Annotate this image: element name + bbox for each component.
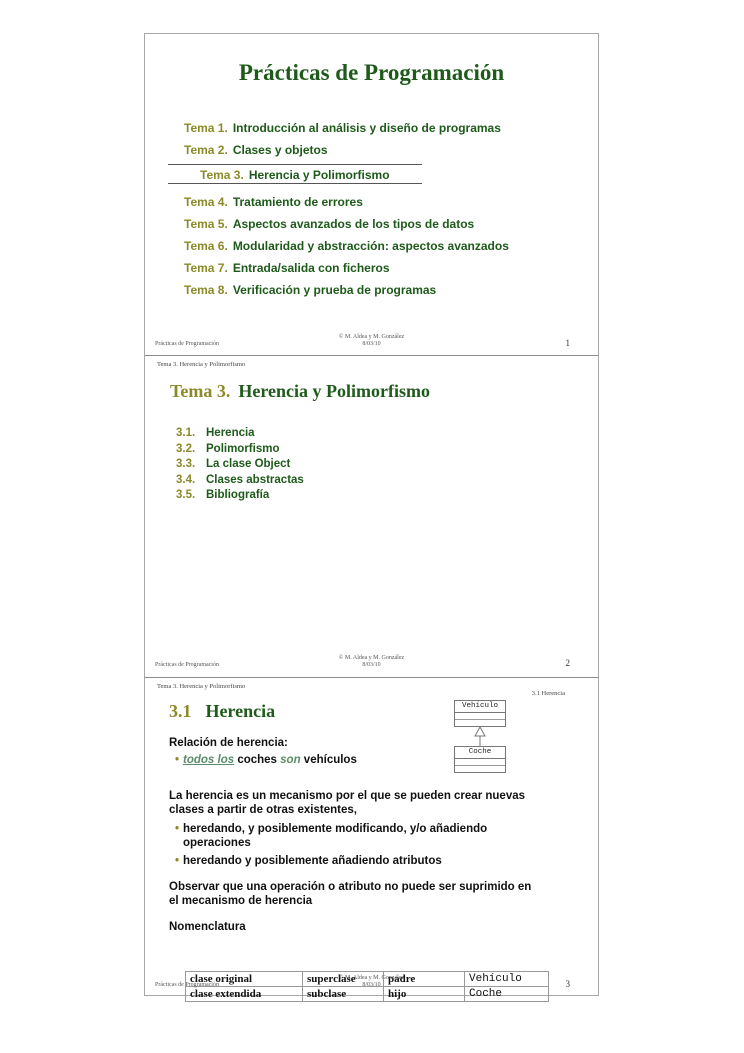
toc-text: Clases y objetos xyxy=(232,143,328,157)
toc-item xyxy=(184,283,436,297)
toc-text: Herencia y Polimorfismo xyxy=(248,168,390,182)
paragraph-note xyxy=(169,880,531,908)
bullet-text: heredando y posiblemente añadiendo atributos xyxy=(183,855,442,867)
highlight-top-rule xyxy=(168,164,422,165)
section-text: Polimorfismo xyxy=(206,442,280,455)
footer-authors-text: © M. Aldea y M. González xyxy=(338,655,405,661)
section-number: 3.2. xyxy=(176,442,196,455)
toc-number: Tema 7. xyxy=(184,261,228,275)
toc-text: Modularidad y abstracción: aspectos avanzados xyxy=(232,239,509,253)
toc-item-current xyxy=(200,168,390,182)
table-cell: superclase xyxy=(303,972,384,987)
table-cell: padre xyxy=(384,972,465,987)
toc-text: Tratamiento de errores xyxy=(232,195,363,209)
slide-1 xyxy=(145,34,598,355)
footer-date: 8/03/10 xyxy=(362,662,381,668)
toc-number: Tema 2. xyxy=(184,143,228,157)
toc-number: Tema 6. xyxy=(184,239,228,253)
bullet-attributes xyxy=(175,854,442,868)
relation-bullet xyxy=(175,753,357,767)
footer-authors-text: © M. Aldea y M. González xyxy=(338,334,405,340)
bullet-text: vehículos xyxy=(300,754,357,766)
toc-number: Tema 8. xyxy=(184,283,228,297)
section-number: 3.4. xyxy=(176,473,196,486)
section-item xyxy=(176,443,279,455)
table-cell: Vehículo xyxy=(465,972,549,987)
table-cell: hijo xyxy=(384,987,465,1002)
section-text: La clase Object xyxy=(206,458,291,470)
footer-course: Prácticas de Programación xyxy=(155,341,219,347)
paragraph-line: Observar que una operación o atributo no puede ser suprimido en xyxy=(169,881,532,893)
course-title: Prácticas de Programación xyxy=(238,60,505,85)
page-number: 2 xyxy=(565,658,570,668)
section-text: Bibliografía xyxy=(206,489,270,501)
title-text: Herencia xyxy=(205,701,276,721)
section-item xyxy=(176,489,269,501)
document-page xyxy=(144,33,599,1000)
section-number: 3.1. xyxy=(176,427,196,439)
footer-course: Prácticas de Programación xyxy=(155,982,219,988)
bullet-dot: • xyxy=(175,855,180,867)
slide-title xyxy=(169,701,275,722)
slide-header: Tema 3. Herencia y Polimorfismo xyxy=(157,683,246,690)
toc-item xyxy=(184,217,474,231)
slide-3 xyxy=(145,677,598,1000)
paragraph-definition xyxy=(169,789,525,817)
footer-authors-text: © M. Aldea y M. González xyxy=(338,975,405,981)
toc-item xyxy=(184,195,363,209)
table-cell: clase extendida xyxy=(186,987,303,1002)
footer-authors xyxy=(145,975,598,989)
page-number: 1 xyxy=(565,338,570,348)
highlight-bottom-rule xyxy=(168,183,422,184)
paragraph-line: La herencia es un mecanismo por el que se pueden crear nuevas xyxy=(169,790,526,802)
toc-text: Verificación y prueba de programas xyxy=(232,283,437,297)
footer-date: 8/03/10 xyxy=(362,341,381,347)
section-number: 3.3. xyxy=(176,458,196,470)
paragraph-line: clases a partir de otras existentes, xyxy=(169,804,357,816)
uml-class-coche xyxy=(454,746,506,773)
toc-text: Entrada/salida con ficheros xyxy=(232,261,390,275)
table-cell: subclase xyxy=(303,987,384,1002)
relation-heading: Relación de herencia: xyxy=(169,737,288,749)
section-item xyxy=(176,458,290,470)
nomenclature-heading: Nomenclatura xyxy=(169,921,246,933)
uml-class-name: Vehículo xyxy=(455,701,505,713)
bullet-dot: • xyxy=(175,754,180,766)
bullet-dot: • xyxy=(175,823,180,835)
inheritance-arrow-icon xyxy=(454,726,506,748)
emphasis-todos-los: todos los xyxy=(183,754,235,766)
paragraph-line: el mecanismo de herencia xyxy=(169,895,313,907)
footer-authors xyxy=(145,655,598,669)
bullet-text: operaciones xyxy=(183,837,251,849)
toc-number: Tema 5. xyxy=(184,217,228,231)
page-number: 3 xyxy=(565,979,570,989)
uml-operations xyxy=(455,766,505,772)
toc-item xyxy=(184,143,328,157)
toc-item xyxy=(184,121,501,135)
section-item xyxy=(176,427,255,439)
section-label: 3.1 Herencia xyxy=(531,690,565,697)
footer-authors xyxy=(145,334,598,348)
slide-header: Tema 3. Herencia y Polimorfismo xyxy=(157,361,246,368)
section-text: Clases abstractas xyxy=(206,473,304,486)
title-number: 3.1 xyxy=(169,701,192,721)
slide-title xyxy=(170,381,430,402)
section-number: 3.5. xyxy=(176,489,196,501)
footer-course: Prácticas de Programación xyxy=(155,662,219,668)
uml-attributes xyxy=(455,713,505,720)
toc-number: Tema 1. xyxy=(184,121,228,135)
uml-class-vehiculo xyxy=(454,700,506,727)
footer-date: 8/03/10 xyxy=(362,982,381,988)
title-text: Herencia y Polimorfismo xyxy=(238,381,430,401)
toc-text: Aspectos avanzados de los tipos de datos xyxy=(232,217,475,231)
toc-item xyxy=(184,261,390,275)
toc-text: Introducción al análisis y diseño de programas xyxy=(232,121,501,135)
slide-2 xyxy=(145,355,598,677)
bullet-text: heredando, y posiblemente modificando, y/o añadiendo xyxy=(183,823,488,835)
uml-class-name: Coche xyxy=(455,747,505,759)
uml-attributes xyxy=(455,759,505,766)
bullet-text: coches xyxy=(234,754,281,766)
table-cell: Coche xyxy=(465,987,549,1002)
section-item xyxy=(176,474,304,486)
emphasis-son: son xyxy=(280,754,301,766)
toc-number: Tema 4. xyxy=(184,195,228,209)
bullet-operations xyxy=(175,822,487,850)
toc-item xyxy=(184,239,509,253)
section-text: Herencia xyxy=(206,427,255,439)
title-number: Tema 3. xyxy=(170,381,231,401)
table-cell: clase original xyxy=(186,972,303,987)
toc-number: Tema 3. xyxy=(200,168,244,182)
